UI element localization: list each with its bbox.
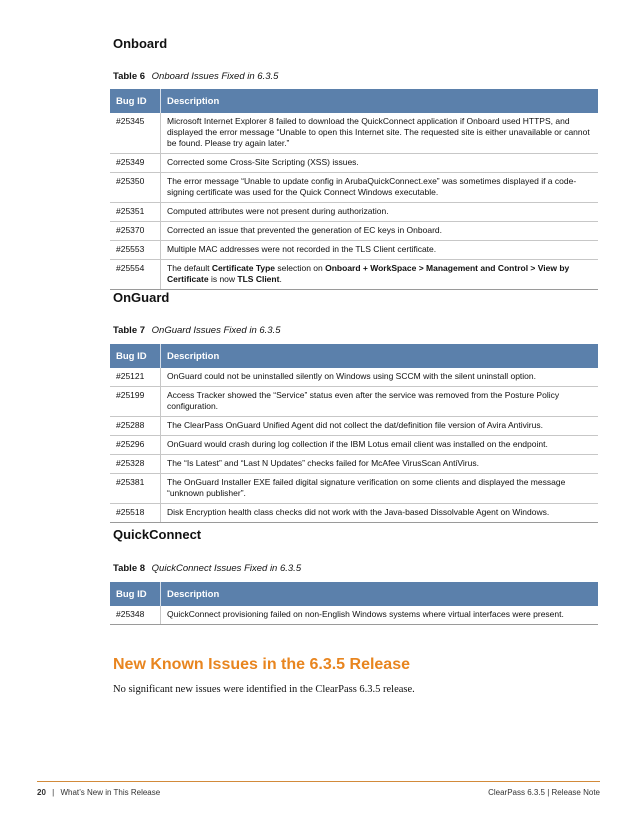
bug-id-cell: #25351 — [110, 203, 161, 222]
description-cell: The OnGuard Installer EXE failed digital signature verification on some clients and displayed the message “unknown publisher”. — [161, 474, 599, 504]
description-cell: Microsoft Internet Explorer 8 failed to download the QuickConnect application if Onboard used HTTPS, and displayed the error message “Unable to open this Internet site. The requested site is either unavailable or cannot be found. Please try again later.” — [161, 113, 599, 154]
new-known-issues-heading: New Known Issues in the 6.3.5 Release — [113, 656, 410, 673]
bug-id-cell: #25345 — [110, 113, 161, 154]
bug-id-cell: #25348 — [110, 606, 161, 625]
bold-term: TLS Client — [237, 274, 280, 284]
table-row — [110, 154, 598, 173]
table-row — [110, 368, 598, 387]
description-text: . — [279, 274, 282, 284]
onboard-heading: Onboard — [113, 36, 168, 51]
description-header: Description — [161, 89, 599, 113]
description-cell: Corrected an issue that prevented the generation of EC keys in Onboard. — [161, 222, 599, 241]
table-row — [110, 222, 598, 241]
description-cell: QuickConnect provisioning failed on non-English Windows systems where virtual interfaces were present. — [161, 606, 599, 625]
description-cell — [161, 260, 599, 290]
bug-id-cell: #25328 — [110, 455, 161, 474]
onboard-caption-number: Table 6 — [113, 71, 146, 82]
table-row — [110, 455, 598, 474]
table-row — [110, 173, 598, 203]
page-number: 20 — [37, 788, 46, 797]
footer-separator: | — [52, 788, 55, 797]
bug-id-cell: #25349 — [110, 154, 161, 173]
description-header: Description — [161, 344, 599, 368]
bold-term: Certificate Type — [211, 263, 276, 273]
onguard-caption-text: OnGuard Issues Fixed in 6.3.5 — [151, 325, 281, 336]
description-text: selection on — [275, 263, 326, 273]
bug-id-header: Bug ID — [110, 89, 161, 113]
table-row — [110, 203, 598, 222]
bug-id-cell: #25350 — [110, 173, 161, 203]
description-cell: The error message “Unable to update config in ArubaQuickConnect.exe” was sometimes displayed if a code-signing certificate was used for the Quick Connect Windows executable. — [161, 173, 599, 203]
onguard-table-caption — [113, 325, 281, 336]
quickconnect-heading: QuickConnect — [113, 527, 202, 542]
description-text: The default — [167, 263, 212, 273]
footer-document-title: ClearPass 6.3.5 | Release Note — [488, 788, 600, 797]
table-row — [110, 417, 598, 436]
table-header-row — [110, 582, 598, 606]
bug-id-cell: #25296 — [110, 436, 161, 455]
table-row — [110, 606, 598, 625]
table-row — [110, 504, 598, 523]
description-cell: Computed attributes were not present during authorization. — [161, 203, 599, 222]
footer-section-title: What’s New in This Release — [60, 788, 161, 797]
onboard-caption-text: Onboard Issues Fixed in 6.3.5 — [151, 71, 279, 82]
description-header: Description — [161, 582, 599, 606]
bug-id-cell: #25518 — [110, 504, 161, 523]
onguard-issues-table — [110, 344, 598, 523]
description-cell: The “Is Latest” and “Last N Updates” checks failed for McAfee VirusScan AntiVirus. — [161, 455, 599, 474]
bug-id-cell: #25554 — [110, 260, 161, 290]
bug-id-cell: #25199 — [110, 387, 161, 417]
onboard-table-caption — [113, 71, 278, 82]
bug-id-header: Bug ID — [110, 344, 161, 368]
onguard-caption-number: Table 7 — [113, 325, 146, 336]
table-row — [110, 260, 598, 290]
table-header-row — [110, 344, 598, 368]
description-cell: Corrected some Cross-Site Scripting (XSS) issues. — [161, 154, 599, 173]
description-cell: Multiple MAC addresses were not recorded in the TLS Client certificate. — [161, 241, 599, 260]
footer-left — [37, 788, 160, 797]
table-row — [110, 113, 598, 154]
table-row — [110, 474, 598, 504]
new-known-issues-body: No significant new issues were identified in the ClearPass 6.3.5 release. — [113, 684, 415, 695]
bug-id-cell: #25370 — [110, 222, 161, 241]
description-cell: Disk Encryption health class checks did not work with the Java-based Dissolvable Agent on Windows. — [161, 504, 599, 523]
description-cell: OnGuard would crash during log collection if the IBM Lotus email client was installed on the endpoint. — [161, 436, 599, 455]
bug-id-cell: #25553 — [110, 241, 161, 260]
bug-id-header: Bug ID — [110, 582, 161, 606]
onguard-heading: OnGuard — [113, 290, 170, 305]
footer-divider — [37, 781, 600, 782]
table-row — [110, 387, 598, 417]
description-cell: The ClearPass OnGuard Unified Agent did not collect the dat/definition file version of Avira Antivirus. — [161, 417, 599, 436]
description-cell: Access Tracker showed the “Service” status even after the service was removed from the Posture Policy configuration. — [161, 387, 599, 417]
onboard-issues-table — [110, 89, 598, 290]
table-header-row — [110, 89, 598, 113]
description-cell: OnGuard could not be uninstalled silently on Windows using SCCM with the silent uninstall option. — [161, 368, 599, 387]
table-row — [110, 436, 598, 455]
bug-id-cell: #25381 — [110, 474, 161, 504]
bold-term: Onboard + WorkSpace > Management and Control > View by Certificate — [167, 263, 570, 284]
table-row — [110, 241, 598, 260]
bug-id-cell: #25288 — [110, 417, 161, 436]
quickconnect-caption-text: QuickConnect Issues Fixed in 6.3.5 — [151, 563, 302, 574]
quickconnect-caption-number: Table 8 — [113, 563, 146, 574]
description-text: is now — [208, 274, 238, 284]
quickconnect-issues-table — [110, 582, 598, 625]
bug-id-cell: #25121 — [110, 368, 161, 387]
quickconnect-table-caption — [113, 563, 301, 574]
